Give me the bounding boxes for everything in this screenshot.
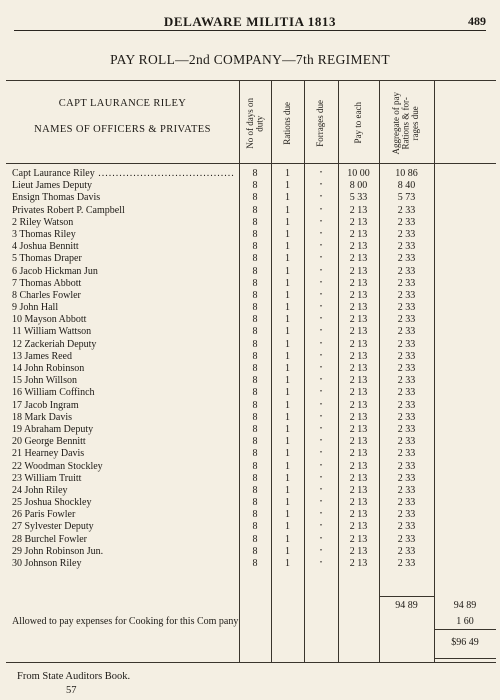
aggregate-due: 2 33 bbox=[397, 204, 416, 216]
forages-due: " bbox=[319, 377, 323, 386]
pay-to-each: 8 00 bbox=[349, 180, 368, 192]
table-top-rule bbox=[6, 80, 496, 81]
table-row bbox=[6, 339, 496, 351]
document-title: PAY ROLL—2nd COMPANY—7th REGIMENT bbox=[110, 52, 390, 67]
forages-due: " bbox=[319, 511, 323, 520]
rations-due: 1 bbox=[285, 375, 290, 387]
days-on-duty: 8 bbox=[252, 338, 258, 350]
days-on-duty: 8 bbox=[252, 472, 258, 484]
days-column-heading bbox=[239, 86, 271, 160]
table-row bbox=[6, 351, 496, 363]
rations-due: 1 bbox=[285, 497, 290, 509]
rations-due: 1 bbox=[285, 277, 290, 289]
rations-due: 1 bbox=[285, 472, 290, 484]
soldier-name: Lieut James Deputy bbox=[12, 180, 92, 192]
grand-total: $96 49 bbox=[451, 637, 479, 648]
soldier-name: 29 John Robinson Jun. bbox=[12, 545, 104, 557]
aggregate-due: 2 33 bbox=[397, 472, 416, 484]
soldier-name: 13 James Reed bbox=[12, 350, 72, 362]
forages-due: " bbox=[319, 450, 323, 459]
rations-heading-text: Rations due bbox=[281, 101, 292, 145]
aggregate-due: 2 33 bbox=[397, 497, 416, 509]
aggregate-due: 2 33 bbox=[397, 228, 416, 240]
soldier-name: 21 Hearney Davis bbox=[12, 448, 85, 460]
table-row bbox=[6, 424, 496, 436]
days-on-duty: 8 bbox=[252, 460, 258, 472]
rations-due: 1 bbox=[285, 484, 290, 496]
forages-due: " bbox=[319, 206, 323, 215]
soldier-name: 26 Paris Fowler bbox=[12, 509, 76, 521]
forages-due: " bbox=[319, 535, 323, 544]
soldier-name: 17 Jacob Ingram bbox=[12, 399, 79, 411]
forages-due: " bbox=[319, 328, 323, 337]
pay-to-each: 2 13 bbox=[349, 241, 368, 253]
days-on-duty: 8 bbox=[252, 192, 258, 204]
days-on-duty: 8 bbox=[252, 314, 258, 326]
days-on-duty: 8 bbox=[252, 180, 258, 192]
aggregate-due: 2 33 bbox=[397, 558, 416, 569]
pay-to-each: 2 13 bbox=[349, 423, 368, 435]
forages-due: " bbox=[319, 218, 323, 227]
soldier-name: Capt Laurance Riley ..... bbox=[12, 168, 234, 180]
table-row bbox=[6, 485, 496, 497]
aggregate-due: 2 33 bbox=[397, 436, 416, 448]
days-on-duty: 8 bbox=[252, 411, 258, 423]
forages-due: " bbox=[319, 438, 323, 447]
rations-due: 1 bbox=[285, 558, 290, 569]
aggregate-sum: 94 89 bbox=[395, 600, 418, 611]
soldier-name: 3 Thomas Riley bbox=[12, 228, 76, 240]
table-bottom-rule bbox=[6, 662, 496, 663]
forages-due: " bbox=[319, 170, 323, 178]
aggregate-due: 2 33 bbox=[397, 545, 416, 557]
table-row bbox=[6, 253, 496, 265]
days-on-duty: 8 bbox=[252, 289, 258, 301]
table-row bbox=[6, 473, 496, 485]
pay-heading-text: Pay to each bbox=[352, 102, 363, 144]
forages-due: " bbox=[319, 474, 323, 483]
forages-due: " bbox=[319, 523, 323, 532]
pay-to-each: 2 13 bbox=[349, 411, 368, 423]
pay-column-heading bbox=[338, 86, 379, 160]
aggregate-due: 2 33 bbox=[397, 350, 416, 362]
pay-roll-table bbox=[6, 80, 496, 663]
soldier-name: 16 William Coffinch bbox=[12, 387, 95, 399]
days-on-duty: 8 bbox=[252, 509, 258, 521]
soldier-name: 24 John Riley bbox=[12, 484, 68, 496]
aggregate-due: 5 73 bbox=[397, 192, 416, 204]
forages-due: " bbox=[319, 401, 323, 410]
aggregate-due: 2 33 bbox=[397, 363, 416, 374]
soldier-name: 19 Abraham Deputy bbox=[12, 423, 94, 435]
forages-due: " bbox=[319, 499, 323, 508]
rations-due: 1 bbox=[285, 168, 290, 179]
aggregate-due: 2 33 bbox=[397, 387, 416, 399]
aggregate-due: 2 33 bbox=[397, 302, 416, 314]
cooking-expense-label: Allowed to pay expenses for Cooking for this Com pany bbox=[12, 616, 239, 627]
pay-to-each: 2 13 bbox=[349, 228, 368, 240]
pay-to-each: 2 13 bbox=[349, 350, 368, 362]
pay-to-each: 2 13 bbox=[349, 521, 368, 533]
aggregate-due: 2 33 bbox=[397, 533, 416, 545]
pay-to-each: 10 00 bbox=[347, 168, 370, 179]
soldier-name: 8 Charles Fowler bbox=[12, 289, 81, 301]
days-on-duty: 8 bbox=[252, 375, 258, 387]
pay-to-each: 2 13 bbox=[349, 277, 368, 289]
forages-due: " bbox=[319, 230, 323, 239]
table-row bbox=[6, 375, 496, 387]
table-row bbox=[6, 180, 496, 192]
pay-to-each: 5 33 bbox=[349, 192, 368, 204]
forages-due: " bbox=[319, 413, 323, 422]
cooking-expense-amount: 1 60 bbox=[456, 616, 474, 627]
days-on-duty: 8 bbox=[252, 302, 258, 314]
captain-heading: CAPT LAURANCE RILEY bbox=[58, 98, 187, 109]
table-row bbox=[6, 290, 496, 302]
forages-column-heading bbox=[304, 86, 338, 160]
days-on-duty: 8 bbox=[252, 533, 258, 545]
aggregate-column-heading bbox=[379, 86, 434, 160]
table-row bbox=[6, 363, 496, 375]
days-on-duty: 8 bbox=[252, 387, 258, 399]
pay-to-each: 2 13 bbox=[349, 253, 368, 265]
days-on-duty: 8 bbox=[252, 521, 258, 533]
aggregate-due: 2 33 bbox=[397, 338, 416, 350]
forages-due: " bbox=[319, 365, 323, 373]
pay-to-each: 2 13 bbox=[349, 460, 368, 472]
forages-due: " bbox=[319, 267, 323, 276]
total-amount: 94 89 bbox=[453, 600, 477, 611]
forages-due: " bbox=[319, 560, 323, 568]
soldier-name: Ensign Thomas Davis bbox=[12, 192, 101, 204]
aggregate-due: 2 33 bbox=[397, 241, 416, 253]
table-row bbox=[6, 217, 496, 229]
rations-due: 1 bbox=[285, 228, 290, 240]
table-row bbox=[6, 412, 496, 424]
rations-due: 1 bbox=[285, 399, 290, 411]
table-row bbox=[6, 326, 496, 338]
aggregate-due: 2 33 bbox=[397, 509, 416, 521]
forages-due: " bbox=[319, 462, 323, 471]
days-on-duty: 8 bbox=[252, 350, 258, 362]
rations-due: 1 bbox=[285, 241, 290, 253]
days-on-duty: 8 bbox=[252, 168, 258, 179]
soldier-name: 23 William Truitt bbox=[12, 472, 82, 484]
rations-due: 1 bbox=[285, 423, 290, 435]
rations-due: 1 bbox=[285, 350, 290, 362]
pay-to-each: 2 13 bbox=[349, 448, 368, 460]
rations-due: 1 bbox=[285, 326, 290, 338]
soldier-name: 28 Burchel Fowler bbox=[12, 533, 87, 545]
soldier-name: 14 John Robinson bbox=[12, 363, 85, 374]
forages-due: " bbox=[319, 547, 323, 556]
names-column-heading: NAMES OF OFFICERS & PRIVATES bbox=[34, 124, 211, 135]
table-row bbox=[6, 448, 496, 460]
table-row bbox=[6, 266, 496, 278]
forages-due: " bbox=[319, 352, 323, 361]
soldier-name: 5 Thomas Draper bbox=[12, 253, 82, 265]
table-row bbox=[6, 497, 496, 509]
total-rule-lower bbox=[434, 658, 496, 659]
pay-to-each: 2 13 bbox=[349, 375, 368, 387]
forages-due: " bbox=[319, 279, 323, 288]
table-body bbox=[6, 168, 496, 570]
rations-due: 1 bbox=[285, 338, 290, 350]
aggregate-heading-text: Aggregate of pay Rations & for- rages due bbox=[391, 91, 421, 155]
pay-to-each: 2 13 bbox=[349, 509, 368, 521]
table-row bbox=[6, 278, 496, 290]
aggregate-due: 2 33 bbox=[397, 253, 416, 265]
pay-to-each: 2 13 bbox=[349, 387, 368, 399]
pay-to-each: 2 13 bbox=[349, 533, 368, 545]
rations-due: 1 bbox=[285, 448, 290, 460]
forages-due: " bbox=[319, 194, 323, 203]
rations-due: 1 bbox=[285, 436, 290, 448]
days-on-duty: 8 bbox=[252, 448, 258, 460]
table-row bbox=[6, 400, 496, 412]
days-on-duty: 8 bbox=[252, 484, 258, 496]
table-row bbox=[6, 436, 496, 448]
pay-to-each: 2 13 bbox=[349, 484, 368, 496]
days-on-duty: 8 bbox=[252, 436, 258, 448]
soldier-name: 4 Joshua Bennitt bbox=[12, 241, 79, 253]
pay-to-each: 2 13 bbox=[349, 558, 368, 569]
days-on-duty: 8 bbox=[252, 423, 258, 435]
table-row bbox=[6, 302, 496, 314]
table-row bbox=[6, 168, 496, 180]
aggregate-due: 2 33 bbox=[397, 314, 416, 326]
days-on-duty: 8 bbox=[252, 399, 258, 411]
pay-to-each: 2 13 bbox=[349, 338, 368, 350]
rations-due: 1 bbox=[285, 253, 290, 265]
forages-due: " bbox=[319, 255, 323, 264]
soldier-name: 12 Zackeriah Deputy bbox=[12, 338, 97, 350]
soldier-name: 22 Woodman Stockley bbox=[12, 460, 103, 472]
rations-due: 1 bbox=[285, 509, 290, 521]
days-on-duty: 8 bbox=[252, 277, 258, 289]
soldier-name: 30 Johnson Riley bbox=[12, 558, 82, 569]
pay-to-each: 2 13 bbox=[349, 314, 368, 326]
pay-to-each: 2 13 bbox=[349, 472, 368, 484]
aggregate-due: 2 33 bbox=[397, 423, 416, 435]
table-row bbox=[6, 387, 496, 399]
rations-due: 1 bbox=[285, 302, 290, 314]
table-row bbox=[6, 534, 496, 546]
table-row bbox=[6, 461, 496, 473]
rations-due: 1 bbox=[285, 180, 290, 192]
soldier-name: 25 Joshua Shockley bbox=[12, 497, 92, 509]
table-row bbox=[6, 521, 496, 533]
table-row bbox=[6, 314, 496, 326]
source-note: From State Auditors Book. bbox=[17, 671, 131, 682]
pay-to-each: 2 13 bbox=[349, 302, 368, 314]
rations-due: 1 bbox=[285, 314, 290, 326]
forages-due: " bbox=[319, 389, 323, 398]
soldier-name: 11 William Wattson bbox=[12, 326, 92, 338]
table-row bbox=[6, 558, 496, 570]
table-row bbox=[6, 205, 496, 217]
days-on-duty: 8 bbox=[252, 228, 258, 240]
forages-due: " bbox=[319, 182, 323, 191]
aggregate-due: 2 33 bbox=[397, 289, 416, 301]
table-row bbox=[6, 192, 496, 204]
forages-due: " bbox=[319, 425, 323, 434]
aggregate-sum-rule bbox=[379, 596, 434, 597]
rations-due: 1 bbox=[285, 216, 290, 228]
forages-due: " bbox=[319, 340, 323, 349]
soldier-name: 10 Mayson Abbott bbox=[12, 314, 87, 326]
rations-due: 1 bbox=[285, 411, 290, 423]
soldier-name: 18 Mark Davis bbox=[12, 411, 72, 423]
soldier-name: 2 Riley Watson bbox=[12, 216, 74, 228]
days-on-duty: 8 bbox=[252, 545, 258, 557]
pay-to-each: 2 13 bbox=[349, 216, 368, 228]
pay-to-each: 2 13 bbox=[349, 204, 368, 216]
page-number: 489 bbox=[468, 14, 486, 28]
header-bottom-rule bbox=[6, 163, 496, 164]
days-on-duty: 8 bbox=[252, 241, 258, 253]
rations-due: 1 bbox=[285, 533, 290, 545]
soldier-name: 9 John Hall bbox=[12, 302, 59, 314]
pay-to-each: 2 13 bbox=[349, 265, 368, 277]
pay-to-each: 2 13 bbox=[349, 326, 368, 338]
pay-to-each: 2 13 bbox=[349, 363, 368, 374]
pay-to-each: 2 13 bbox=[349, 436, 368, 448]
aggregate-due: 2 33 bbox=[397, 277, 416, 289]
days-on-duty: 8 bbox=[252, 265, 258, 277]
forages-due: " bbox=[319, 304, 323, 313]
rations-due: 1 bbox=[285, 363, 290, 374]
aggregate-due: 2 33 bbox=[397, 375, 416, 387]
rations-due: 1 bbox=[285, 192, 290, 204]
table-row bbox=[6, 509, 496, 521]
running-title: DELAWARE MILITIA 1813 bbox=[163, 14, 337, 29]
aggregate-due: 2 33 bbox=[397, 448, 416, 460]
days-on-duty: 8 bbox=[252, 326, 258, 338]
table-row bbox=[6, 546, 496, 558]
rations-due: 1 bbox=[285, 265, 290, 277]
page-header bbox=[14, 14, 486, 31]
aggregate-due: 2 33 bbox=[397, 460, 416, 472]
soldier-name: 7 Thomas Abbott bbox=[12, 277, 82, 289]
days-on-duty: 8 bbox=[252, 204, 258, 216]
pay-to-each: 2 13 bbox=[349, 289, 368, 301]
pay-to-each: 2 13 bbox=[349, 545, 368, 557]
soldier-name: Privates Robert P. Campbell bbox=[12, 204, 125, 216]
aggregate-due: 2 33 bbox=[397, 216, 416, 228]
table-row bbox=[6, 229, 496, 241]
aggregate-due: 2 33 bbox=[397, 399, 416, 411]
aggregate-due: 10 86 bbox=[395, 168, 418, 179]
forages-heading-text: Forrages due bbox=[315, 99, 326, 147]
rations-due: 1 bbox=[285, 460, 290, 472]
rations-due: 1 bbox=[285, 289, 290, 301]
rations-due: 1 bbox=[285, 204, 290, 216]
aggregate-due: 2 33 bbox=[397, 521, 416, 533]
aggregate-due: 8 40 bbox=[397, 180, 416, 192]
days-on-duty: 8 bbox=[252, 363, 258, 374]
aggregate-due: 2 33 bbox=[397, 484, 416, 496]
forages-due: " bbox=[319, 316, 323, 325]
rations-due: 1 bbox=[285, 521, 290, 533]
forages-due: " bbox=[319, 291, 323, 300]
aggregate-due: 2 33 bbox=[397, 326, 416, 338]
days-heading-text: No of days on duty bbox=[244, 97, 264, 149]
days-on-duty: 8 bbox=[252, 216, 258, 228]
rations-due: 1 bbox=[285, 545, 290, 557]
rations-due: 1 bbox=[285, 387, 290, 399]
forages-due: " bbox=[319, 243, 323, 252]
soldier-name: 27 Sylvester Deputy bbox=[12, 521, 94, 533]
forages-due: " bbox=[319, 486, 323, 495]
pay-to-each: 2 13 bbox=[349, 497, 368, 509]
soldier-name: 15 John Willson bbox=[12, 375, 77, 387]
rations-column-heading bbox=[271, 86, 304, 160]
days-on-duty: 8 bbox=[252, 253, 258, 265]
days-on-duty: 8 bbox=[252, 497, 258, 509]
source-page-number: 57 bbox=[66, 685, 77, 696]
pay-to-each: 2 13 bbox=[349, 399, 368, 411]
aggregate-due: 2 33 bbox=[397, 265, 416, 277]
table-row bbox=[6, 241, 496, 253]
total-rule-upper bbox=[434, 629, 496, 630]
soldier-name: 20 George Bennitt bbox=[12, 436, 86, 448]
aggregate-due: 2 33 bbox=[397, 411, 416, 423]
days-on-duty: 8 bbox=[252, 558, 258, 569]
soldier-name: 6 Jacob Hickman Jun bbox=[12, 265, 98, 277]
